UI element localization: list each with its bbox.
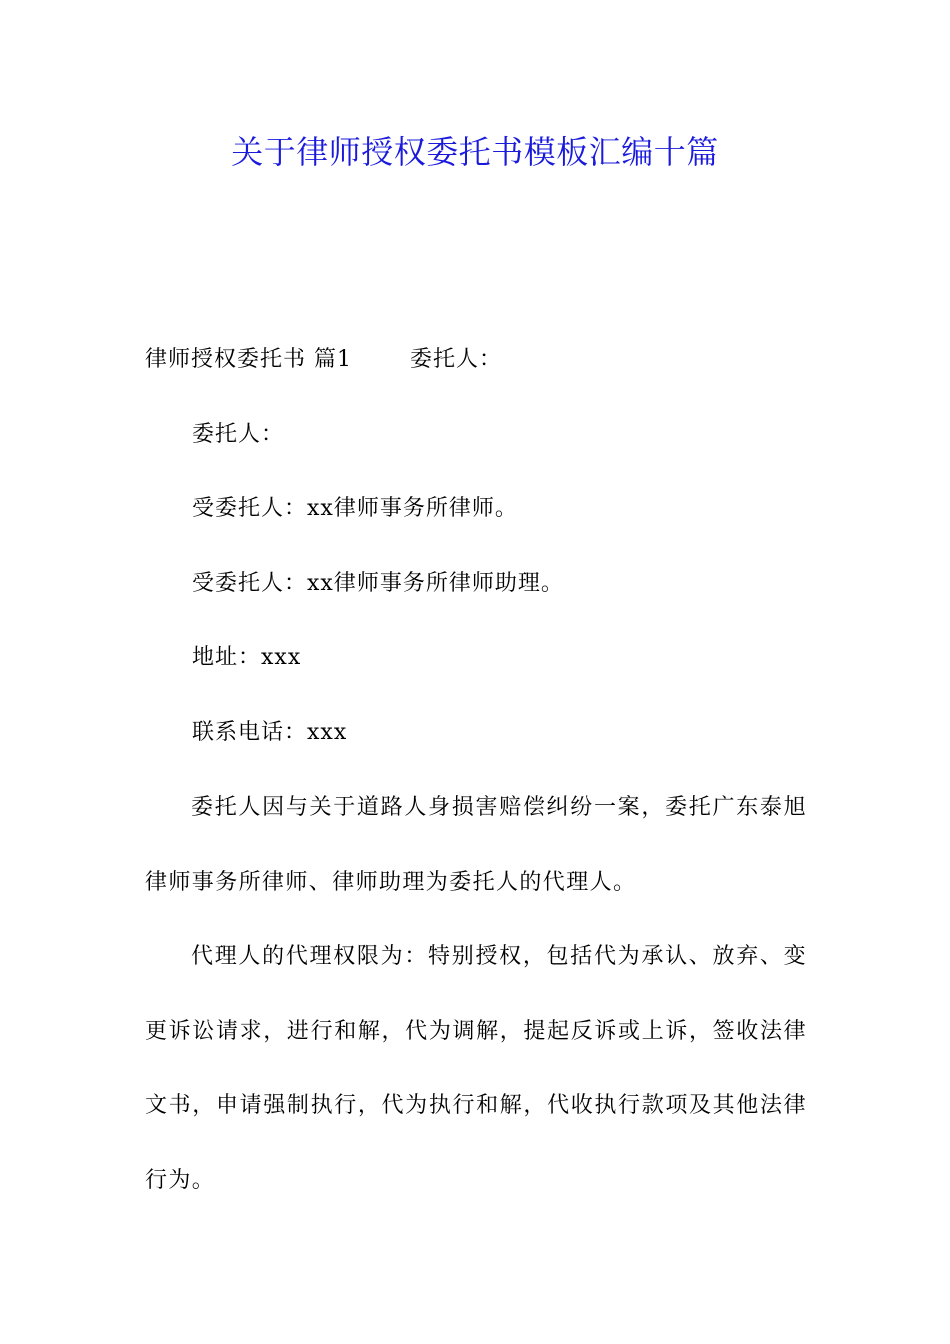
document-title: 关于律师授权委托书模板汇编十篇 xyxy=(231,133,719,171)
section-heading-client: 委托人： xyxy=(410,347,503,372)
agent-lawyer-line: 受委托人：xx律师事务所律师。 xyxy=(192,496,518,521)
section-heading-line xyxy=(145,342,502,378)
client-line: 委托人： xyxy=(192,422,285,447)
agent-assistant-line: 受委托人：xx律师事务所律师助理。 xyxy=(192,571,564,596)
phone-line: 联系电话：xxx xyxy=(192,720,348,745)
section-heading: 律师授权委托书 篇1 xyxy=(145,347,352,372)
commission-paragraph: 委托人因与关于道路人身损害赔偿纠纷一案，委托广东泰旭律师事务所律师、律师助理为委托人的代理人。 xyxy=(145,795,807,895)
authority-paragraph: 代理人的代理权限为：特别授权，包括代为承认、放弃、变更诉讼请求，进行和解，代为调解，提起反诉或上诉，签收法律文书，申请强制执行，代为执行和解，代收执行款项及其他法律行为。 xyxy=(145,944,807,1193)
address-line: 地址：xxx xyxy=(192,645,302,670)
